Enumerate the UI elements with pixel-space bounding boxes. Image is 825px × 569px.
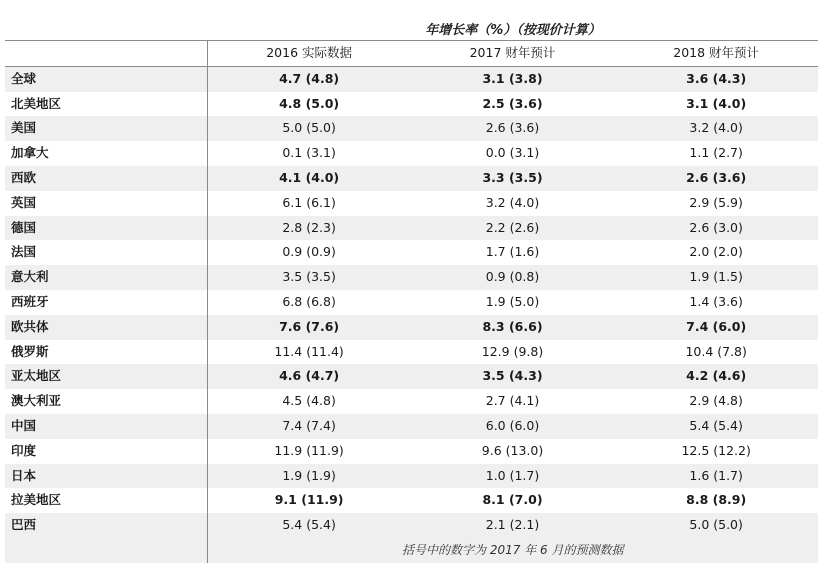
table-row [5, 488, 818, 513]
table-row [5, 240, 818, 265]
value-2018: 5.4 (5.4) [614, 414, 818, 439]
value-2016: 0.9 (0.9) [282, 244, 336, 260]
value-2017: 1.0 (1.7) [411, 464, 615, 489]
value-2017: 1.7 (1.6) [485, 244, 540, 260]
value-2018: 1.1 (2.7) [689, 145, 743, 161]
value-2018: 2.9 (4.8) [689, 393, 743, 409]
region-cell: 巴西 [5, 513, 207, 538]
table-row [5, 439, 818, 464]
value-2017: 9.6 (13.0) [481, 442, 544, 458]
table-row [5, 265, 818, 290]
value-2016: 11.9 (11.9) [274, 442, 344, 458]
header-2016: 2016 实际数据 [207, 41, 411, 67]
header-region [5, 41, 207, 67]
value-2016: 1.9 (1.9) [207, 464, 411, 489]
value-2017: 3.5 (4.3) [411, 364, 615, 389]
value-2018: 5.0 (5.0) [614, 513, 818, 538]
value-2018: 1.6 (1.7) [614, 464, 818, 489]
region-cell: 美国 [5, 116, 207, 141]
value-2018: 12.5 (12.2) [681, 442, 751, 458]
value-2017: 2.5 (3.6) [482, 95, 543, 111]
region-cell: 西班牙 [5, 290, 207, 315]
value-2017: 6.0 (6.0) [411, 414, 615, 439]
region-cell: 法国 [5, 240, 207, 265]
value-2016: 7.4 (7.4) [207, 414, 411, 439]
region-cell: 北美地区 [5, 92, 207, 117]
table-row [5, 340, 818, 365]
table-row [5, 414, 818, 439]
value-2018: 2.9 (5.9) [689, 194, 743, 210]
value-2017: 2.1 (2.1) [411, 513, 615, 538]
value-2018: 4.2 (4.6) [614, 364, 818, 389]
value-2016: 6.8 (6.8) [282, 293, 336, 309]
value-2018: 1.9 (1.5) [614, 265, 818, 290]
table-caption: 年增长率（%）（按现价计算） [425, 23, 601, 38]
value-2018: 10.4 (7.8) [685, 343, 747, 359]
region-cell: 中国 [5, 414, 207, 439]
value-2016: 6.1 (6.1) [282, 194, 336, 210]
value-2017: 3.3 (3.5) [411, 166, 615, 191]
table-row [5, 315, 818, 340]
region-cell: 加拿大 [5, 141, 207, 166]
value-2017: 8.1 (7.0) [482, 492, 543, 508]
value-2018: 2.6 (3.0) [614, 216, 818, 241]
value-2018: 8.8 (8.9) [686, 492, 747, 508]
region-cell: 印度 [5, 439, 207, 464]
region-cell: 西欧 [5, 166, 207, 191]
table-row [5, 364, 818, 389]
value-2016: 4.5 (4.8) [282, 393, 336, 409]
value-2016: 4.1 (4.0) [207, 166, 411, 191]
value-2017: 3.1 (3.8) [411, 66, 615, 91]
table-row [5, 141, 818, 166]
value-2016: 2.8 (2.3) [207, 216, 411, 241]
region-cell: 拉美地区 [5, 488, 207, 513]
table-row [5, 290, 818, 315]
value-2018: 7.4 (6.0) [614, 315, 818, 340]
value-2018: 3.1 (4.0) [686, 95, 747, 111]
header-2018: 2018 财年预计 [614, 41, 818, 67]
table-row [5, 92, 818, 117]
table-row [5, 464, 818, 489]
value-2016: 4.8 (5.0) [279, 95, 340, 111]
value-2017: 2.7 (4.1) [485, 393, 540, 409]
value-2016: 5.4 (5.4) [207, 513, 411, 538]
value-2016: 7.6 (7.6) [207, 315, 411, 340]
value-2018: 3.2 (4.0) [614, 116, 818, 141]
header-row [5, 41, 818, 67]
value-2018: 1.4 (3.6) [689, 293, 743, 309]
region-cell: 全球 [5, 66, 207, 91]
value-2016: 0.1 (3.1) [282, 145, 336, 161]
growth-table [5, 40, 818, 563]
value-2016: 3.5 (3.5) [207, 265, 411, 290]
region-cell: 日本 [5, 464, 207, 489]
region-cell: 俄罗斯 [5, 340, 207, 365]
value-2017: 2.2 (2.6) [411, 216, 615, 241]
value-2017: 0.0 (3.1) [485, 145, 540, 161]
value-2017: 1.9 (5.0) [485, 293, 540, 309]
table-row [5, 116, 818, 141]
table-row [5, 513, 818, 538]
value-2018: 3.6 (4.3) [614, 66, 818, 91]
table-row [5, 66, 818, 91]
value-2016: 11.4 (11.4) [274, 343, 344, 359]
value-2017: 0.9 (0.8) [411, 265, 615, 290]
value-2017: 3.2 (4.0) [485, 194, 540, 210]
table-row [5, 166, 818, 191]
value-2018: 2.0 (2.0) [689, 244, 743, 260]
region-cell: 意大利 [5, 265, 207, 290]
region-cell: 德国 [5, 216, 207, 241]
value-2016: 4.6 (4.7) [207, 364, 411, 389]
value-2017: 2.6 (3.6) [411, 116, 615, 141]
value-2016: 9.1 (11.9) [274, 492, 344, 508]
table-row [5, 191, 818, 216]
region-cell: 欧共体 [5, 315, 207, 340]
footnote-row [5, 538, 818, 563]
value-2016: 5.0 (5.0) [207, 116, 411, 141]
value-2017: 8.3 (6.6) [411, 315, 615, 340]
header-2017: 2017 财年预计 [411, 41, 615, 67]
table-row [5, 216, 818, 241]
table-row [5, 389, 818, 414]
footnote-blank [5, 538, 207, 563]
region-cell: 亚太地区 [5, 364, 207, 389]
region-cell: 英国 [5, 191, 207, 216]
region-cell: 澳大利亚 [5, 389, 207, 414]
value-2016: 4.7 (4.8) [207, 66, 411, 91]
value-2018: 2.6 (3.6) [614, 166, 818, 191]
value-2017: 12.9 (9.8) [481, 343, 544, 359]
footnote: 括号中的数字为 2017 年 6 月的预测数据 [402, 542, 624, 557]
